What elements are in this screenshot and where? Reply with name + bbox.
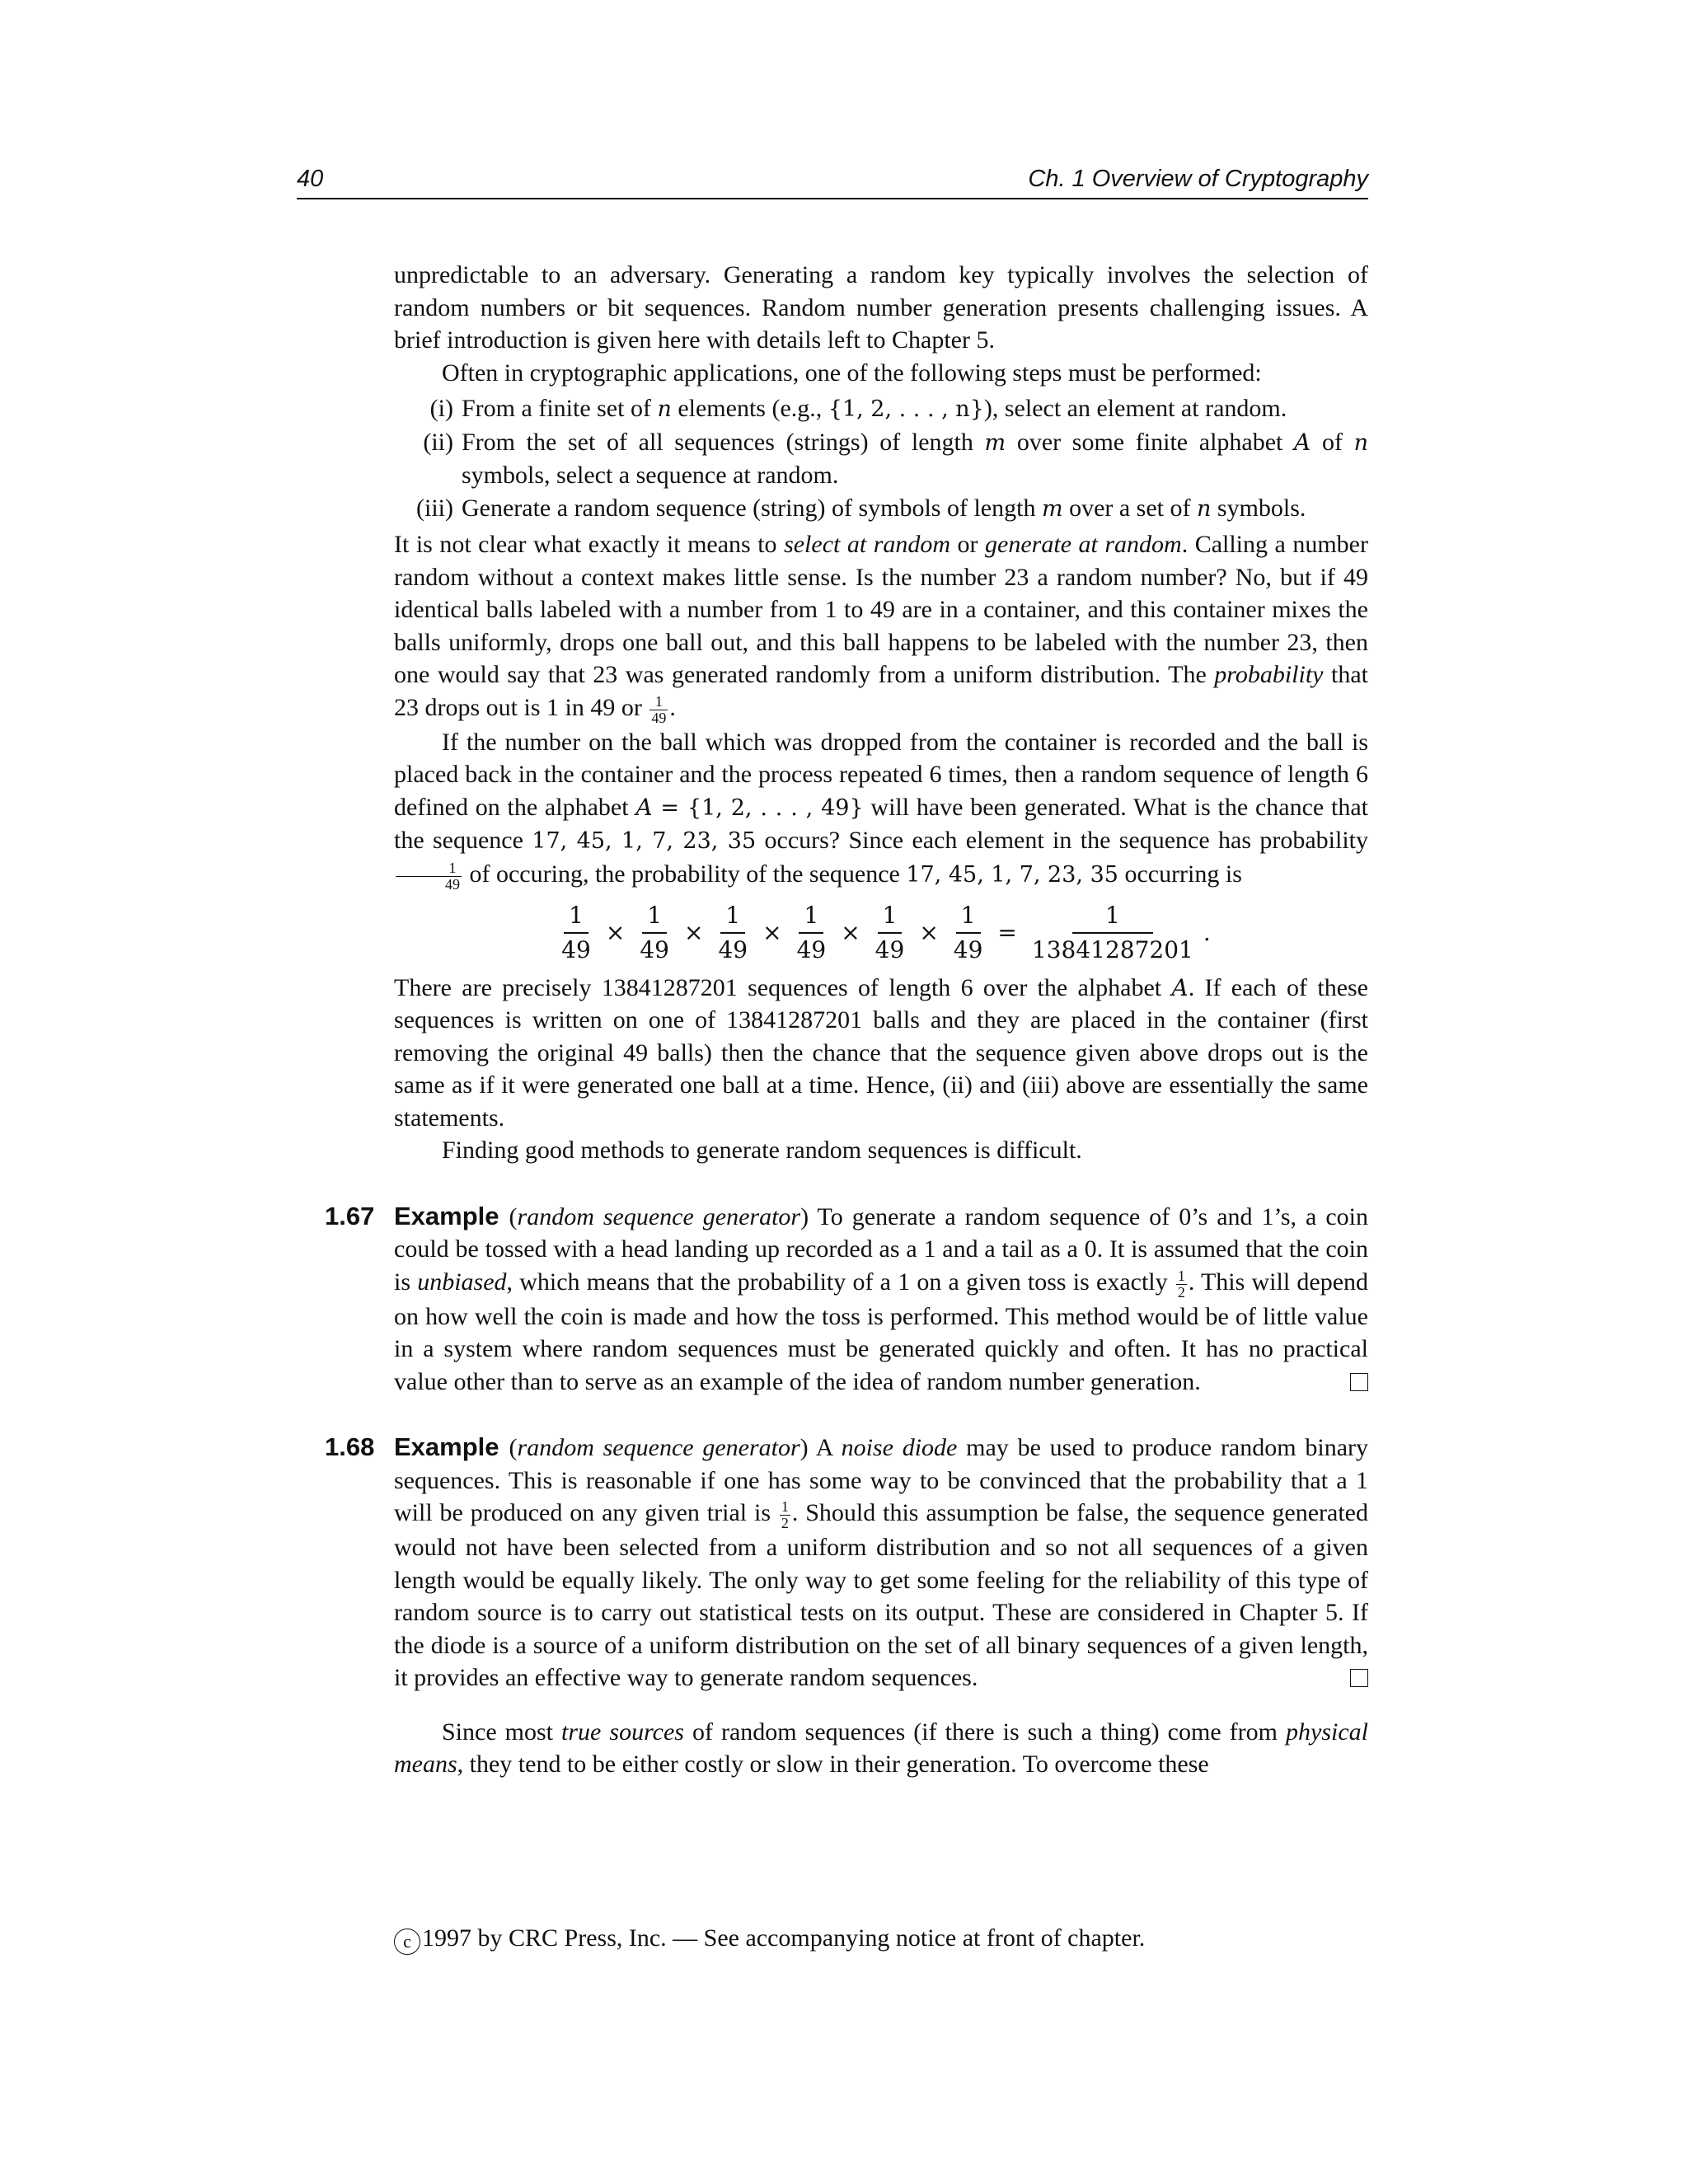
steps-intro: Often in cryptographic applications, one of the following steps must be performed: <box>442 359 1262 387</box>
qed-box-icon <box>1350 1373 1368 1391</box>
fraction: $\frac{1}{2}$ <box>1177 1267 1185 1301</box>
copyright-footer: c 1997 by CRC Press, Inc. — See accompanying notice at front of chapter. <box>394 1924 1145 1955</box>
copyright-icon: c <box>394 1929 420 1955</box>
example-1-68: 1.68 Example (random sequence generator) A noise diode may be used to produce random binary sequences. This is reasonable if one has some way to be convinced that the probability that a 1 will be produced on any given trial is $\frac{1}{2}$ . Should this assumption be false, the sequence generated would not have been selected from a uniform distribution and so not all sequences of a given length would be equally likely. The only way to get some feeling for the reliability of this type of random source is to carry out statistical tests on its output. These are considered in Chapter 5. If the diode is a source of a uniform distribution on the set of all binary sequences of a given length, it provides an effective way to generate random sequences. <box>325 1432 1369 1691</box>
steps-list <box>394 392 1368 525</box>
main-text <box>325 259 1369 1781</box>
list-item: (ii) From the set of all sequences (strings) of length m over some finite alphabet A of n symbols, select a sequence at random. <box>423 428 1368 489</box>
fraction: $\frac{1}{2}$ <box>781 1498 789 1531</box>
fraction: $\frac{1}{49}$ <box>651 692 667 726</box>
qed-box-icon <box>1350 1669 1368 1687</box>
intro-paragraph: unpredictable to an adversary. Generating a random key typically involves the selection of random numbers or bit sequences. Random number generation presents challenging issues. A brief introduction is given here with details left to Chapter 5. <box>394 261 1368 354</box>
finding-paragraph: Finding good methods to generate random sequences is difficult. <box>442 1137 1082 1164</box>
list-item: (iii) Generate a random sequence (string) of symbols of length m over a set of n symbols. <box>416 494 1306 522</box>
page-header <box>297 162 1368 199</box>
since-paragraph: Since most true sources of random sequences (if there is such a thing) come from physical means, they tend to be either costly or slow in their generation. To overcome these <box>394 1718 1368 1778</box>
precise-paragraph: There are precisely 13841287201 sequences of length 6 over the alphabet A. If each of these sequences is written on one of 13841287201 balls and they are placed in the container (first removing the original 49 balls) then the chance that the sequence given above drops out is the same as if it were generated one ball at a time. Hence, (ii) and (iii) above are essentially the same statements. <box>394 973 1368 1132</box>
random-paragraph: It is not clear what exactly it means to select at random or generate at random. Calling a number random without a context makes little sense. Is the number 23 a random number? No, but if 49 identical balls labeled with a number from 1 to 49 are in a container, and this container mixes the balls uniformly, drops one ball out, and this ball happens to be labeled with the number 23, then one would say that 23 was generated randomly from a uniform distribution. The probability that 23 drops out is 1 in 49 or $\frac{1}{49}$ . <box>394 531 1368 726</box>
page-number: 40 <box>297 166 324 192</box>
ball-paragraph: If the number on the ball which was dropped from the container is recorded and the ball is placed back in the container and the process repeated 6 times, then a random sequence of length 6 defined on the alphabet A = {1, 2, . . . , 49} will have been generated. What is the chance that the sequence 17, 45, 1, 7, 23, 35 occurs? Since each element in the sequence has probability $\frac{1}{49}$ of occuring, the probability of the sequence 17, 45, 1, 7, 23, 35 occurring is <box>394 728 1369 893</box>
example-number: 1.67 <box>325 1201 375 1230</box>
fraction: $\frac{1}{49}$ <box>396 860 462 893</box>
chapter-title: Ch. 1 Overview of Cryptography <box>1028 166 1368 192</box>
example-number: 1.68 <box>325 1432 375 1461</box>
example-1-67: 1.67 Example (random sequence generator) To generate a random sequence of 0’s and 1’s, a coin could be tossed with a head landing up recorded as a 1 and a tail as a 0. It is assumed that the coin is unbiased, which means that the probability of a 1 on a given toss is exactly $\frac{1}{2}$ . This will depend on how well the coin is made and how the toss is performed. This method would be of little value in a system where random sequences must be generated quickly and often. It has no practical value other than to serve as an example of the idea of random number generation. <box>325 1201 1369 1395</box>
probability-equation: $\frac{1}{49}$ × $\frac{1}{49}$ × $\frac{1}{49}$ × $\frac{1}{49}$ × $\frac{1}{49}$ × $\frac{1}{49}$ = $\frac{1}{13841287201}$ . <box>394 899 1368 967</box>
list-item: (i) From a finite set of n elements (e.g., {1, 2, . . . , n}), select an element at random. <box>429 395 1287 422</box>
